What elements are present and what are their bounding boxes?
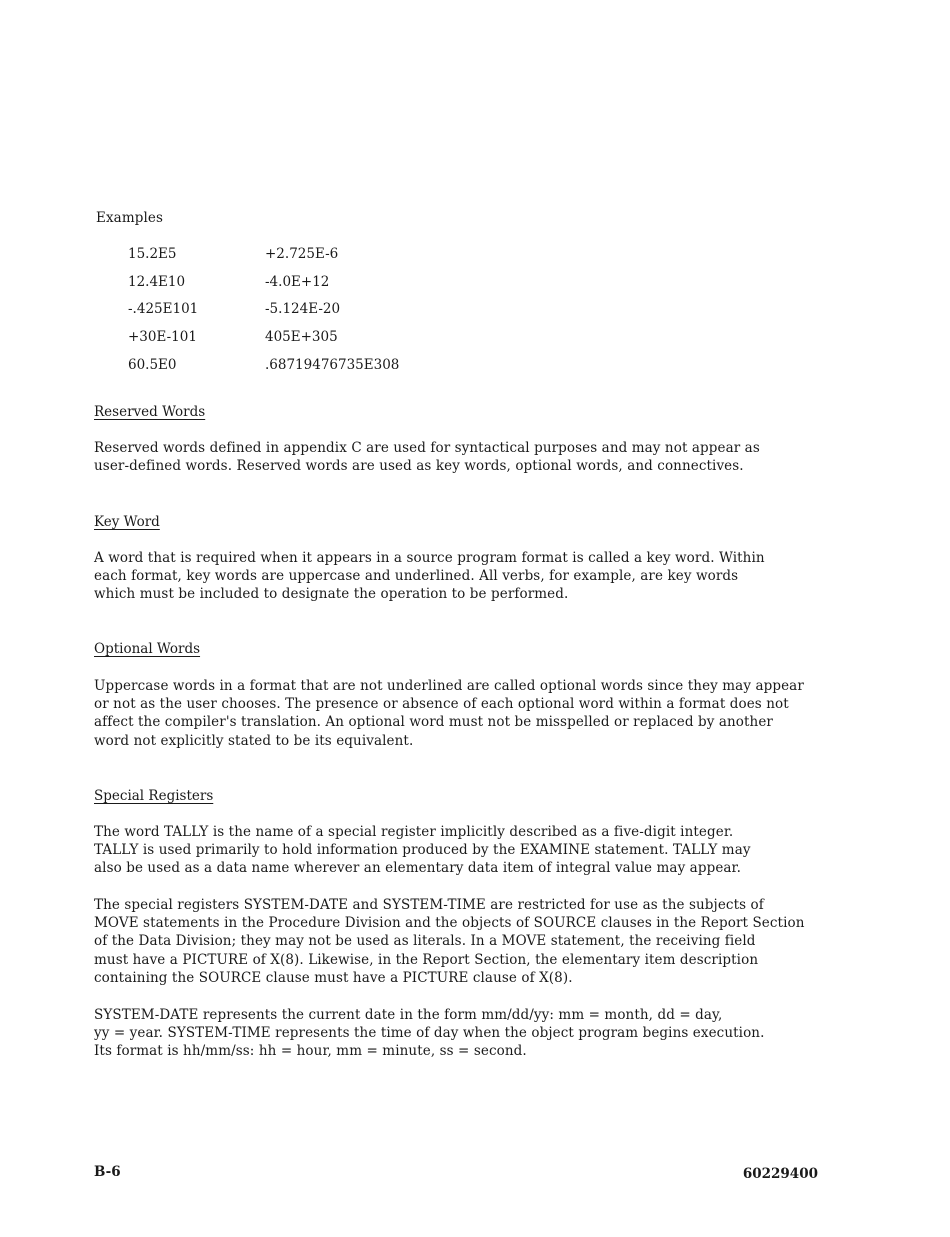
text-line: or not as the user chooses. The presence or absence of each optional word within a format does not	[94, 696, 789, 713]
text-line: must have a PICTURE of X(8). Likewise, in the Report Section, the elementary item description	[94, 951, 759, 968]
example-left: 60.5E0	[128, 357, 177, 373]
key-word-heading: Key Word	[94, 514, 160, 530]
key-word-paragraph	[94, 549, 765, 604]
text-line: SYSTEM-DATE represents the current date in the form mm/dd/yy: mm = month, dd = day,	[94, 1007, 723, 1023]
example-right: .68719476735E308	[265, 357, 400, 373]
text-line: affect the compiler's translation. An optional word must not be misspelled or replaced by another	[94, 714, 773, 731]
page-number: B-6	[94, 1164, 121, 1180]
text-line: which must be included to designate the operation to be performed.	[94, 586, 569, 603]
special-registers-paragraph-3	[94, 1006, 765, 1061]
reserved-words-paragraph	[94, 439, 760, 475]
reserved-words-heading: Reserved Words	[94, 404, 206, 420]
example-right: +2.725E-6	[265, 246, 339, 262]
document-number: 60229400	[742, 1166, 818, 1182]
text-line: Its format is hh/mm/ss: hh = hour, mm = minute, ss = second.	[94, 1043, 527, 1060]
special-registers-heading: Special Registers	[94, 788, 214, 804]
text-line: yy = year. SYSTEM-TIME represents the time of day when the object program begins execution.	[94, 1025, 765, 1042]
text-line: Reserved words defined in appendix C are used for syntactical purposes and may not appear as	[94, 440, 760, 456]
text-line: of the Data Division; they may not be used as literals. In a MOVE statement, the receiving field	[94, 933, 756, 950]
special-registers-paragraph-2	[94, 896, 805, 987]
text-line: A word that is required when it appears in a source program format is called a key word. Within	[94, 550, 765, 566]
optional-words-paragraph	[94, 677, 804, 750]
example-left: -.425E101	[128, 301, 199, 317]
text-line: user-defined words. Reserved words are used as key words, optional words, and connectives.	[94, 458, 744, 475]
text-line: each format, key words are uppercase and underlined. All verbs, for example, are key words	[94, 568, 739, 585]
text-line: Uppercase words in a format that are not underlined are called optional words since they may appear	[94, 678, 804, 694]
text-line: containing the SOURCE clause must have a PICTURE clause of X(8).	[94, 969, 573, 986]
examples-heading: Examples	[96, 210, 163, 226]
example-left: +30E-101	[128, 329, 197, 345]
example-left: 12.4E10	[128, 274, 186, 290]
text-line: also be used as a data name wherever an elementary data item of integral value may appear.	[94, 860, 742, 877]
text-line: MOVE statements in the Procedure Division and the objects of SOURCE clauses in the Report Section	[94, 915, 805, 932]
text-line: The word TALLY is the name of a special register implicitly described as a five-digit integer.	[94, 824, 734, 840]
example-right: -4.0E+12	[265, 274, 330, 290]
example-left: 15.2E5	[128, 246, 177, 262]
text-line: The special registers SYSTEM-DATE and SYSTEM-TIME are restricted for use as the subjects of	[94, 897, 764, 913]
text-line: TALLY is used primarily to hold information produced by the EXAMINE statement. TALLY may	[94, 842, 751, 859]
optional-words-heading: Optional Words	[94, 641, 201, 657]
text-line: word not explicitly stated to be its equivalent.	[94, 732, 414, 749]
special-registers-paragraph-1	[94, 823, 751, 878]
example-right: -5.124E-20	[265, 301, 341, 317]
example-right: 405E+305	[265, 329, 338, 345]
